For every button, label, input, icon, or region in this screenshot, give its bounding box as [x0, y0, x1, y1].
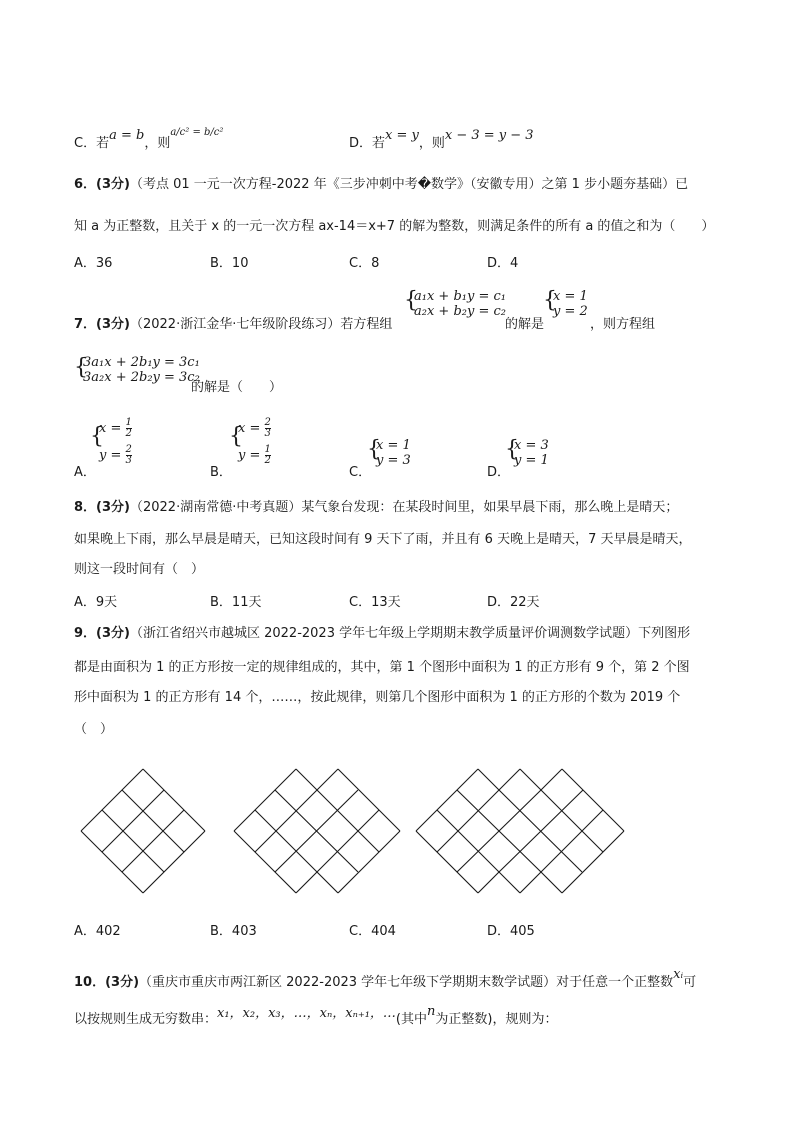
q7-option-b-x-label: x =	[238, 421, 261, 436]
q7-option-c-system	[376, 438, 411, 468]
q7-option-a-y-frac	[126, 445, 132, 466]
q7-stem-line1	[74, 313, 392, 332]
q7-option-a-label: A．	[74, 465, 96, 480]
q10-number: 10．(3分)	[74, 975, 140, 990]
q7-solution	[553, 289, 588, 319]
q5-option-c-then: ，则	[144, 136, 171, 151]
q10-line2a: 以按规则生成无穷数串：	[74, 1012, 218, 1027]
q7-option-a-x-num: 1	[125, 417, 132, 428]
q10-n: n	[427, 1004, 436, 1019]
q10-line1: （重庆市重庆市两江新区 2022-2023 学年七年级下学期期末数学试题）对于任意一个正整数	[139, 975, 674, 990]
q7-sys1-brace: {	[404, 288, 418, 313]
q9-option-a[interactable]: A．402	[74, 924, 121, 939]
q7-option-d-x: x = 3	[514, 438, 549, 453]
q7-option-a-y	[99, 445, 132, 466]
q9-figure-1	[81, 769, 205, 893]
q9-line1: （浙江省绍兴市越城区 2022-2023 学年七年级上学期期末教学质量评价调测数学试题）下列图形	[129, 626, 691, 641]
q7-option-c-y: y = 3	[376, 453, 411, 468]
q7-system-2	[83, 355, 200, 385]
q9-figures	[0, 755, 794, 905]
q5-option-d[interactable]	[349, 128, 534, 151]
q5-option-c-result: a/c² = b/c²	[170, 127, 224, 138]
q6-stem-line1	[74, 173, 688, 192]
q7-option-b-y-den: 2	[264, 455, 271, 466]
q7-text4: 的解是（ ）	[191, 380, 283, 395]
q5-option-d-result: x − 3 = y − 3	[444, 128, 534, 143]
q9-stem-line4: （ ）	[74, 722, 114, 737]
q8-option-c[interactable]: C．13天	[349, 595, 401, 610]
q7-option-a-x-label: x =	[99, 421, 122, 436]
q7-sys1-eq1: a₁x + b₁y = c₁	[414, 289, 506, 304]
q9-figure-3	[416, 769, 624, 893]
q9-number: 9．(3分)	[74, 626, 130, 641]
q7-option-a-y-num: 2	[125, 444, 132, 455]
q9-figure-2	[234, 769, 400, 893]
q7-option-a-x-den: 2	[125, 428, 132, 439]
q5-option-d-label: D．若	[349, 136, 386, 151]
q5-option-c-cond: a = b	[109, 128, 145, 143]
q10-xi: xᵢ	[673, 967, 684, 982]
q7-option-b-x-den: 3	[264, 428, 271, 439]
q8-line1: （2022·湖南常德·中考真题）某气象台发现：在某段时间里，如果早晨下雨，那么晚上是晴天；	[129, 500, 679, 515]
q7-sys1-eq2: a₂x + b₂y = c₂	[414, 304, 506, 319]
q5-option-c-label: C．若	[74, 136, 110, 151]
q7-sol-brace: {	[543, 288, 557, 313]
q7-option-b-x-num: 2	[264, 417, 271, 428]
q7-option-c-brace: {	[367, 437, 381, 462]
q7-option-b-y-num: 1	[264, 444, 271, 455]
q7-option-d-brace: {	[505, 437, 519, 462]
q6-option-c[interactable]: C．8	[349, 256, 380, 271]
q7-option-c-label: C．	[349, 465, 372, 480]
q7-option-b-x	[238, 418, 271, 439]
q7-sol-x: x = 1	[553, 289, 588, 304]
q9-stem-line2: 都是由面积为 1 的正方形按一定的规律组成的，其中，第 1 个图形中面积为 1 的正方形有 9 个，第 2 个图	[74, 660, 690, 675]
q7-option-a-x-frac	[126, 418, 132, 439]
q7-number: 7．(3分)	[74, 317, 130, 332]
q10-line1b: 可	[683, 975, 697, 990]
q9-stem-line3: 形中面积为 1 的正方形有 14 个，……，按此规律，则第几个图形中面积为 1 的正方形的个数为 2019 个	[74, 690, 681, 705]
q7-option-b-brace: {	[229, 424, 243, 449]
q7-sys2-eq2: 3a₂x + 2b₂y = 3c₂	[83, 370, 200, 385]
q7-text3: ，则方程组	[590, 317, 656, 332]
q7-option-d-system	[514, 438, 549, 468]
q7-text2: 的解是	[505, 317, 545, 332]
q6-line1: （考点 01 一元一次方程-2022 年《三步冲刺中考�数学》（安徽专用）之第 1 步小题夯基础）已	[129, 177, 689, 192]
q8-option-d[interactable]: D．22天	[487, 595, 540, 610]
q7-option-a-x	[99, 418, 132, 439]
q7-option-b-y	[238, 445, 271, 466]
q7-option-b-y-frac	[265, 445, 271, 466]
q7-option-d-label: D．	[487, 465, 511, 480]
q5-option-d-cond: x = y	[385, 128, 419, 143]
q8-option-a[interactable]: A．9天	[74, 595, 118, 610]
q7-option-a-y-label: y =	[99, 448, 122, 463]
q7-sys2-eq1: 3a₁x + 2b₁y = 3c₁	[83, 355, 200, 370]
q6-option-b[interactable]: B．10	[210, 256, 249, 271]
q6-number: 6．(3分)	[74, 177, 130, 192]
q7-option-b-label: B．	[210, 465, 232, 480]
q8-stem-line2: 如果晚上下雨，那么早晨是晴天，已知这段时间有 9 天下了雨，并且有 6 天晚上是晴天，7 天早晨是晴天，	[74, 532, 692, 547]
q7-option-b-y-label: y =	[238, 448, 261, 463]
q8-number: 8．(3分)	[74, 500, 130, 515]
q8-option-b[interactable]: B．11天	[210, 595, 262, 610]
q6-option-a[interactable]: A．36	[74, 256, 113, 271]
q7-option-a-y-den: 3	[125, 455, 132, 466]
q10-line2b: (其中	[395, 1012, 427, 1027]
q7-option-c-x: x = 1	[376, 438, 411, 453]
q6-stem-line2: 知 a 为正整数，且关于 x 的一元一次方程 ax-14＝x+7 的解为整数，则满足条件的所有 a 的值之和为（ ）	[74, 219, 715, 234]
q9-option-d[interactable]: D．405	[487, 924, 535, 939]
q7-option-b-x-frac	[265, 418, 271, 439]
q5-option-d-then: ，则	[418, 136, 445, 151]
q8-stem-line3: 则这一段时间有（ ）	[74, 562, 205, 577]
q10-line2c: 为正整数)，规则为：	[435, 1012, 558, 1027]
q9-stem-line1	[74, 622, 690, 641]
q8-stem-line1	[74, 496, 678, 515]
q10-stem-line1	[74, 967, 697, 990]
q5-option-c[interactable]	[74, 127, 224, 151]
q7-system-1	[414, 289, 506, 319]
q9-option-b[interactable]: B．403	[210, 924, 257, 939]
q7-option-a-brace: {	[90, 424, 104, 449]
q7-option-d-y: y = 1	[514, 453, 549, 468]
q7-sol-y: y = 2	[553, 304, 588, 319]
q10-stem-line2	[74, 1004, 558, 1027]
q10-sequence: x₁，x₂，x₃，…，xₙ，xₙ₊₁，…	[217, 1006, 396, 1021]
q9-option-c[interactable]: C．404	[349, 924, 396, 939]
q7-text1: （2022·浙江金华·七年级阶段练习）若方程组	[129, 317, 393, 332]
q6-option-d[interactable]: D．4	[487, 256, 519, 271]
q7-sys2-brace: {	[74, 355, 88, 380]
